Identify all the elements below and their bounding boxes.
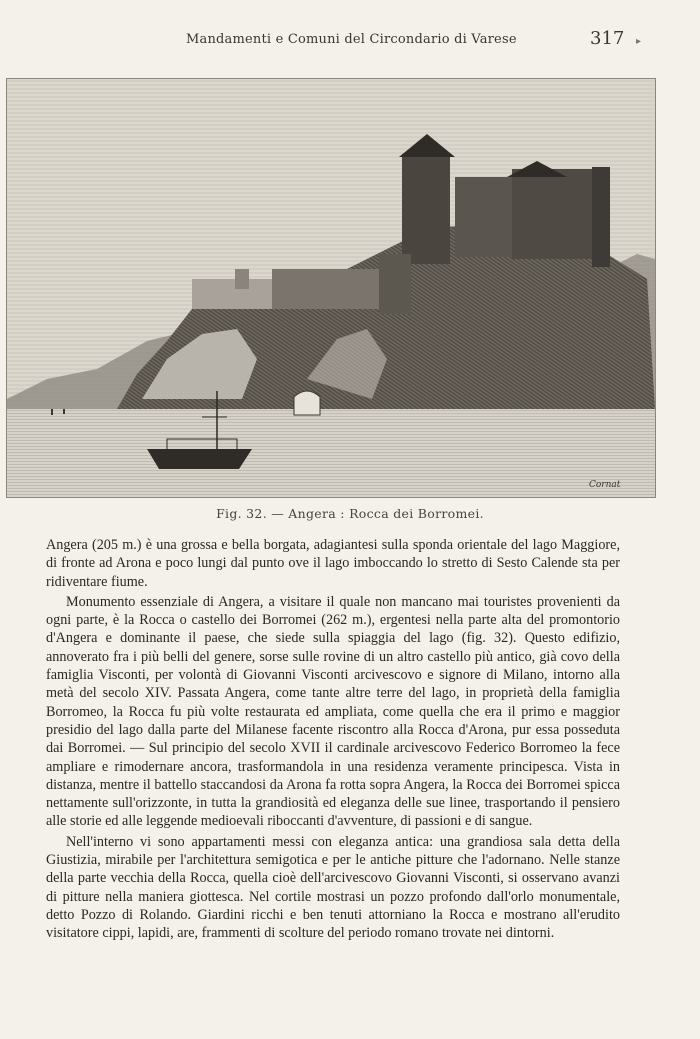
- page-mark: ▸: [636, 36, 642, 47]
- paragraph-3: Nell'interno vi sono appartamenti messi con eleganza antica: una grandiosa sala detta della Giustizia, mirabile per l'architettura semigotica e per le antiche pitture che l'adornano. Nelle stanze della parte vecchia della Rocca, quella cioè dell'arcivescovo Giovanni Visconti, si osservano avanzi di pitture nella maniera giottesca. Nel cortile mostrasi un pozzo profondo dall'orlo monumentale, detto Pozzo di Rolando. Giardini ricchi e ben tenuti attorniano la Rocca e mostrano all'erudito visitatore cippi, lapidi, are, frammenti di scolture del periodo romano trovate nei dintorni.: [46, 833, 620, 942]
- engraver-signature: Cornat: [589, 480, 621, 490]
- paragraph-2: Monumento essenziale di Angera, a visitare il quale non mancano mai touristes provenienti da ogni parte, è la Rocca o castello dei Borromei (262 m.), ergentesi nella parte alta del promontorio d'Angera e dominante il paese, che siede sulla spiaggia del lago (fig. 32). Questo edifizio, annoverato fra i più belli del genere, sorse sulle rovine di un altro castello più antico, già covo della famiglia Visconti, per volontà di Giovanni Visconti arcivescovo e signore di Milano, intorno alla metà del secolo XIV. Passata Angera, come tante altre terre del lago, in proprietà della famiglia Borromeo, la Rocca fu più volte restaurata ed ampliata, come quella che era il primo e maggior presidio del lago dalla parte del Milanese facente riscontro alla Rocca d'Arona, pur essa posseduta dai Borromei. — Sul principio del secolo XVII il cardinale arcivescovo Federico Borromeo la fece ampliare e rimodernare ancora, trasformandola in una residenza veramente principesca. Vista in distanza, mentre il battello staccandosi da Arona fa rotta sopra Angera, la Rocca dei Borromei spicca nettamente sull'orizzonte, in tutta la grandiosità ed eleganza delle sue linee, trasportando il pensiero alle storie ed alle leggende medioevali riboccanti d'avventure, di passioni e di sangue.: [46, 593, 620, 830]
- paragraph-1: Angera (205 m.) è una grossa e bella borgata, adagiantesi sulla sponda orientale del lago Maggiore, di fronte ad Arona e poco lungi dal punto ove il lago imboccando lo stretto di Sesto Calende sta per ridiventare fiume.: [46, 537, 620, 590]
- figure-caption: Fig. 32. — Angera : Rocca dei Borromei.: [216, 506, 484, 521]
- castle-engraving: [7, 79, 655, 497]
- figure-illustration: [6, 78, 656, 498]
- page-header: [0, 28, 700, 58]
- body-text: [46, 536, 620, 945]
- page-number: 317: [590, 28, 625, 49]
- running-title: Mandamenti e Comuni del Circondario di Varese: [186, 32, 517, 47]
